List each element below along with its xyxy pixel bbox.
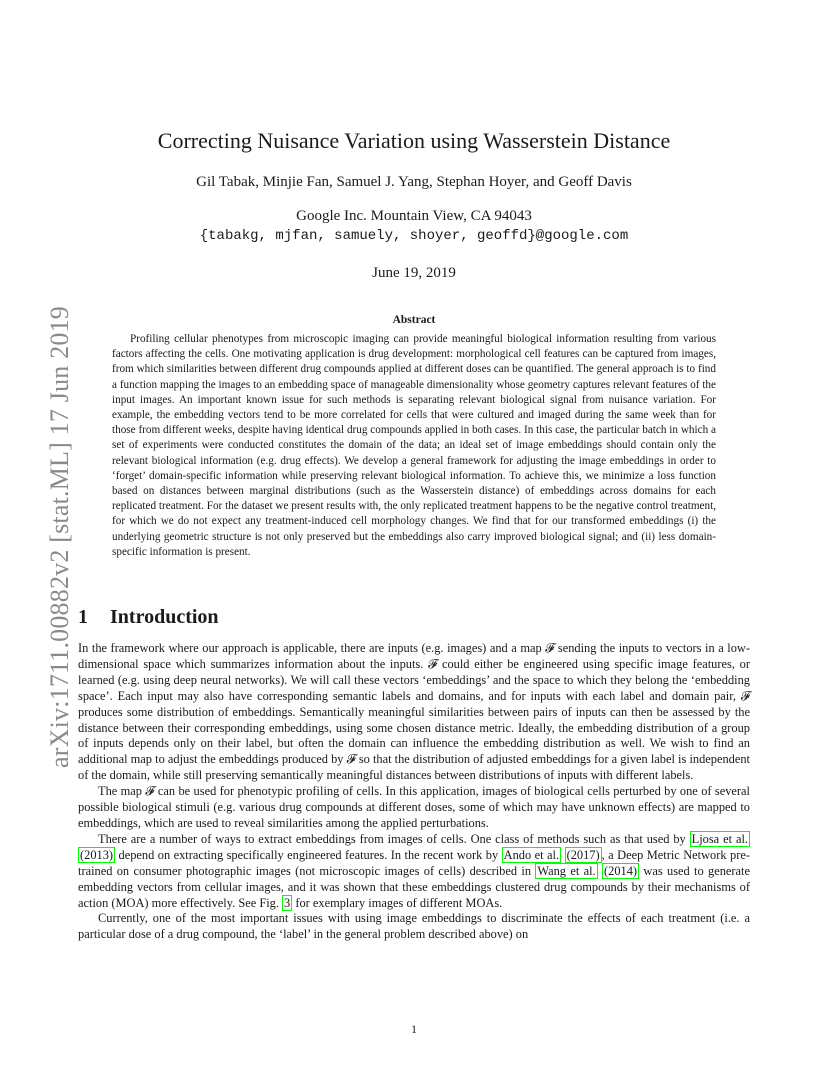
abstract-heading: Abstract: [392, 314, 436, 326]
section-number: 1: [78, 606, 88, 628]
author-list: Gil Tabak, Minjie Fan, Samuel J. Yang, Stephan Hoyer, and Geoff Davis: [196, 174, 632, 190]
citation-link-wang-year[interactable]: (2014): [604, 863, 638, 878]
text-run: was used to generate embedding vectors from cellular images, and it was shown that these embeddings clustered drug compounds by their mechanisms of action (MOA) more effectively. See Fig.: [78, 863, 750, 910]
paragraph-3: [78, 832, 750, 912]
affiliation: Google Inc. Mountain View, CA 94043: [296, 208, 532, 224]
paper-date: June 19, 2019: [372, 265, 456, 281]
section-heading: [78, 606, 750, 629]
citation-link-ljosa[interactable]: Ljosa et al.: [691, 831, 748, 846]
body-text: [78, 641, 750, 943]
text-run: There are a number of ways to extract embeddings from images of cells. One class of methods such as that used by: [98, 831, 690, 846]
citation-link-ando-year[interactable]: (2017): [566, 847, 600, 862]
abstract-text: Profiling cellular phenotypes from microscopic imaging can provide meaningful biological information resulting from various factors affecting the cells. One motivating application is drug development: morphological cell features can be captured from images, from which similarities between different drug compounds applied at different doses can be quantified. The general approach is to find a function mapping the images to an embedding space of manageable dimensionality whose geometry captures relevant features of the input images. An important known issue for such methods is separating relevant biological signal from nuisance variation. For example, the embedding vectors tend to be more correlated for cells that were cultured and imaged during the same week than for those from different weeks, despite having identical drug compounds applied in both cases. In this case, the particular batch in which a set of experiments were conducted constitutes the domain of the data; an ideal set of image embeddings should contain only the relevant biological information (e.g. drug effects). We develop a general framework for adjusting the image embeddings in order to ‘forget’ domain-specific information while preserving relevant biological information. To achieve this, we minimize a loss function based on distances between marginal distributions (such as the Wasserstein distance) of embeddings across domains for each replicated treatment. For the dataset we present results with, the only replicated treatment happens to be the negative control treatment, for which we do not expect any treatment-induced cell morphology changes. We find that for our transformed embeddings (i) the underlying geometric structure is not only preserved but the embeddings also carry improved biological signal; and (ii) less domain-specific information is present.: [112, 333, 716, 558]
email-list: {tabakg, mjfan, samuely, shoyer, geoffd}@google.com: [199, 228, 629, 244]
page-number: 1: [411, 1022, 417, 1036]
citation-link-ando[interactable]: Ando et al.: [503, 847, 560, 862]
arxiv-side-stamp: [3, 290, 74, 790]
citation-link-wang[interactable]: Wang et al.: [537, 863, 596, 878]
text-run: , a Deep Metric Network pre-trained on consumer photographic images (not microscopic images of cells) described in: [78, 847, 750, 878]
figure-link-3[interactable]: 3: [284, 895, 291, 910]
paragraph-1: In the framework where our approach is applicable, there are inputs (e.g. images) and a map 𝓕 sending the inputs to vectors in a low-dimensional space which summarizes information about the inputs. 𝓕 could either be engineered using specific image features, or learned (e.g. using deep neural networks). We will call these vectors ‘embeddings’ and the space to which they belong the ‘embedding space’. Each input may also have corresponding semantic labels and domains, and for inputs with each label and domain pair, 𝓕 produces some distribution of embeddings. Semantically meaningful similarities between pairs of inputs can then be assessed by the distance between their corresponding embeddings, using some chosen distance metric. Ideally, the embedding distribution of a group of inputs depends only on their label, but often the domain can influence the embedding distribution as well. We wish to find an additional map to adjust the embeddings produced by 𝓕 so that the distribution of adjusted embeddings for a given label is independent of the domain, while still preserving semantically meaningful distances between distributions of inputs with different labels.: [78, 641, 750, 783]
affiliation-block: [0, 206, 828, 246]
paragraph-4: Currently, one of the most important issues with using image embeddings to discriminate the effects of each treatment (i.e. a particular dose of a drug compound, the ‘label’ in the general problem described above) on: [78, 911, 750, 942]
paper-title: Correcting Nuisance Variation using Wasserstein Distance: [157, 128, 671, 153]
section-title: Introduction: [110, 606, 219, 628]
text-run: for exemplary images of different MOAs.: [292, 895, 503, 910]
text-run: depend on extracting specifically engineered features. In the recent work by: [115, 847, 502, 862]
citation-link-ljosa-year[interactable]: (2013): [80, 847, 114, 862]
paragraph-2: The map 𝓕 can be used for phenotypic profiling of cells. In this application, images of biological cells perturbed by one of several possible biological stimuli (e.g. various drug compounds at different doses, some of which may have unknown effects) are mapped to embeddings, which are used to reveal similarities among the applied perturbations.: [78, 784, 750, 830]
arxiv-identifier: arXiv:1711.00882v2 [stat.ML] 17 Jun 2019: [45, 306, 74, 768]
